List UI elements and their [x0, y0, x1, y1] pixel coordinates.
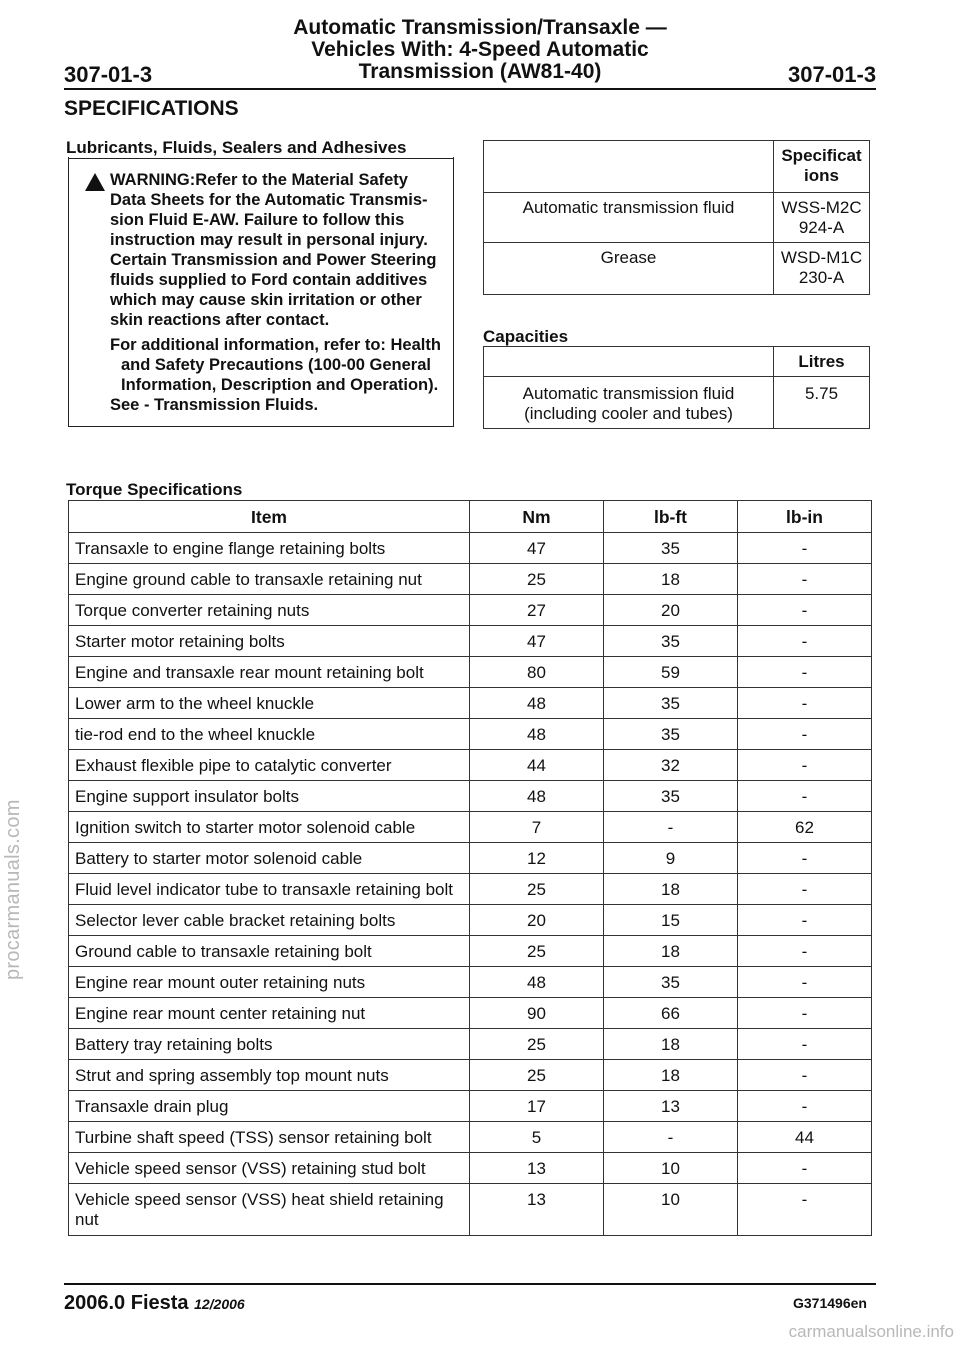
row-lbin: - [738, 843, 872, 874]
cap-row-value: 5.75 [773, 376, 870, 429]
cap-row-name [483, 376, 774, 429]
row-nm: 25 [470, 1029, 604, 1060]
watermark-bottom: carmanualsonline.info [788, 1322, 954, 1341]
lub-row-1-spec-line1: WSD-M1C [780, 248, 863, 267]
row-nm: 48 [470, 967, 604, 998]
row-nm: 25 [470, 874, 604, 905]
row-lbin: - [738, 936, 872, 967]
row-nm: 90 [470, 998, 604, 1029]
row-nm: 27 [470, 595, 604, 626]
row-lbin: - [738, 533, 872, 564]
table-row [69, 1091, 872, 1122]
row-item: Selector lever cable bracket retaining bolts [69, 905, 470, 936]
footer-date: 12/2006 [194, 1296, 245, 1312]
row-item: Lower arm to the wheel knuckle [69, 688, 470, 719]
row-lbft: 32 [604, 750, 738, 781]
footer-rule [64, 1283, 876, 1285]
row-lbin: - [738, 595, 872, 626]
row-lbin: - [738, 1153, 872, 1184]
row-item: Turbine shaft speed (TSS) sensor retaining bolt [69, 1122, 470, 1153]
footer-code: G371496en [793, 1295, 867, 1311]
row-nm: 48 [470, 781, 604, 812]
table-row [69, 1153, 872, 1184]
row-nm: 5 [470, 1122, 604, 1153]
lub-row-0-spec-line2: 924-A [798, 218, 845, 237]
header-title-line3: Transmission (AW81-40) [358, 60, 602, 83]
table-row [69, 533, 872, 564]
watermark-left: procarmanuals.com [2, 799, 24, 980]
row-lbin: - [738, 564, 872, 595]
row-nm: 25 [470, 564, 604, 595]
table-row [69, 874, 872, 905]
lub-row-0-spec [773, 192, 870, 243]
table-row [69, 905, 872, 936]
row-lbin: - [738, 905, 872, 936]
row-lbft: 20 [604, 595, 738, 626]
table-row [69, 626, 872, 657]
row-item: Transaxle to engine flange retaining bolts [69, 533, 470, 564]
row-lbin: - [738, 874, 872, 905]
cap-row-name-line1: Automatic transmission fluid [522, 384, 735, 403]
col-item: Item [69, 501, 470, 533]
row-item: Ground cable to transaxle retaining bolt [69, 936, 470, 967]
row-lbft: 66 [604, 998, 738, 1029]
table-row [69, 688, 872, 719]
table-row [69, 750, 872, 781]
info-line-3: Information, Description and Operation). [121, 376, 439, 394]
row-item: Exhaust flexible pipe to catalytic converter [69, 750, 470, 781]
row-item: Vehicle speed sensor (VSS) heat shield retaining nut [69, 1184, 470, 1236]
cap-header: Litres [773, 346, 870, 377]
info-line-2: and Safety Precautions (100-00 General [121, 356, 431, 374]
row-lbin: 62 [738, 812, 872, 843]
lub-table-header-blank [483, 140, 774, 193]
footer-model: 2006.0 Fiesta [64, 1292, 189, 1314]
row-lbft: 35 [604, 967, 738, 998]
row-nm: 13 [470, 1184, 604, 1236]
table-row [69, 936, 872, 967]
lub-header-line1: Specificat [781, 146, 862, 165]
row-item: Torque converter retaining nuts [69, 595, 470, 626]
warning-line-4: instruction may result in personal injury. [110, 231, 428, 249]
row-lbin: - [738, 750, 872, 781]
row-item: Ignition switch to starter motor solenoid cable [69, 812, 470, 843]
page-code-left: 307-01-3 [64, 62, 153, 87]
lubricants-heading: Lubricants, Fluids, Sealers and Adhesives [66, 138, 407, 157]
lub-row-1-name: Grease [483, 242, 774, 295]
lub-row-1-spec-line2: 230-A [798, 268, 845, 287]
lub-row-0-name: Automatic transmission fluid [483, 192, 774, 243]
row-nm: 13 [470, 1153, 604, 1184]
info-line-1: For additional information, refer to: Health [110, 336, 441, 354]
table-row [69, 719, 872, 750]
row-lbft: 15 [604, 905, 738, 936]
row-nm: 17 [470, 1091, 604, 1122]
lub-row-1-spec [773, 242, 870, 295]
row-item: Engine rear mount outer retaining nuts [69, 967, 470, 998]
row-nm: 44 [470, 750, 604, 781]
row-item: Starter motor retaining bolts [69, 626, 470, 657]
capacities-heading: Capacities [483, 327, 569, 346]
warning-line-8: skin reactions after contact. [110, 311, 330, 329]
row-lbin: - [738, 1184, 872, 1236]
warning-triangle-icon [84, 172, 106, 192]
row-lbft: 13 [604, 1091, 738, 1122]
cap-row-name-line2: (including cooler and tubes) [524, 404, 733, 423]
row-lbft: 35 [604, 626, 738, 657]
row-nm: 20 [470, 905, 604, 936]
col-nm: Nm [470, 501, 604, 533]
row-lbft: 35 [604, 688, 738, 719]
table-row [69, 812, 872, 843]
row-lbft: 10 [604, 1153, 738, 1184]
row-nm: 47 [470, 533, 604, 564]
row-lbin: - [738, 1029, 872, 1060]
row-nm: 25 [470, 1060, 604, 1091]
row-lbft: 35 [604, 533, 738, 564]
table-row [69, 1029, 872, 1060]
row-lbin: - [738, 626, 872, 657]
row-nm: 47 [470, 626, 604, 657]
row-item: Engine and transaxle rear mount retaining bolt [69, 657, 470, 688]
row-lbft: 35 [604, 781, 738, 812]
warning-line-7: which may cause skin irritation or other [110, 291, 422, 309]
row-lbft: 18 [604, 564, 738, 595]
info-line-4: See - Transmission Fluids. [110, 396, 319, 414]
row-lbft: 18 [604, 874, 738, 905]
lub-row-0-spec-line1: WSS-M2C [781, 198, 862, 217]
table-row [69, 967, 872, 998]
row-lbin: - [738, 967, 872, 998]
warning-line-5: Certain Transmission and Power Steering [110, 251, 437, 269]
table-row [69, 1184, 872, 1236]
row-item: Vehicle speed sensor (VSS) retaining stud bolt [69, 1153, 470, 1184]
page-code-right: 307-01-3 [788, 62, 877, 87]
row-item: Strut and spring assembly top mount nuts [69, 1060, 470, 1091]
lub-table-header [773, 140, 870, 193]
row-nm: 48 [470, 688, 604, 719]
row-lbft: 9 [604, 843, 738, 874]
row-lbin: - [738, 657, 872, 688]
row-lbin: - [738, 1060, 872, 1091]
header-rule [64, 88, 876, 90]
torque-table [68, 500, 872, 1236]
row-item: Battery to starter motor solenoid cable [69, 843, 470, 874]
row-lbft: 59 [604, 657, 738, 688]
row-lbin: 44 [738, 1122, 872, 1153]
warning-line-3: sion Fluid E-AW. Failure to follow this [110, 211, 405, 229]
row-item: Transaxle drain plug [69, 1091, 470, 1122]
row-lbft: 18 [604, 1029, 738, 1060]
row-lbin: - [738, 781, 872, 812]
row-lbft: 18 [604, 1060, 738, 1091]
lub-header-line2: ions [804, 166, 839, 185]
footer-model-block [64, 1292, 245, 1315]
col-lbin: lb-in [738, 501, 872, 533]
table-row [69, 564, 872, 595]
torque-header-row [69, 501, 872, 533]
row-lbft: 35 [604, 719, 738, 750]
table-row [69, 1060, 872, 1091]
row-item: Engine support insulator bolts [69, 781, 470, 812]
row-item: Engine rear mount center retaining nut [69, 998, 470, 1029]
row-nm: 80 [470, 657, 604, 688]
row-item: tie-rod end to the wheel knuckle [69, 719, 470, 750]
table-row [69, 843, 872, 874]
col-lbft: lb-ft [604, 501, 738, 533]
row-lbin: - [738, 1091, 872, 1122]
row-nm: 25 [470, 936, 604, 967]
row-item: Engine ground cable to transaxle retaining nut [69, 564, 470, 595]
warning-line-2: Data Sheets for the Automatic Transmis- [110, 191, 428, 209]
row-lbin: - [738, 998, 872, 1029]
row-lbft: - [604, 812, 738, 843]
table-row [69, 1122, 872, 1153]
table-row [69, 595, 872, 626]
row-lbin: - [738, 688, 872, 719]
table-row [69, 657, 872, 688]
section-title: SPECIFICATIONS [64, 97, 239, 120]
row-nm: 7 [470, 812, 604, 843]
warning-line-6: fluids supplied to Ford contain additives [110, 271, 428, 289]
table-row [69, 998, 872, 1029]
row-item: Fluid level indicator tube to transaxle retaining bolt [69, 874, 470, 905]
row-item: Battery tray retaining bolts [69, 1029, 470, 1060]
warning-line-1: WARNING:Refer to the Material Safety [110, 171, 408, 189]
torque-heading: Torque Specifications [66, 480, 243, 499]
row-nm: 12 [470, 843, 604, 874]
table-row [69, 781, 872, 812]
cap-header-blank [483, 346, 774, 377]
header-title-line2: Vehicles With: 4-Speed Automatic [311, 38, 649, 61]
header-title-line1: Automatic Transmission/Transaxle — [293, 16, 667, 39]
row-nm: 48 [470, 719, 604, 750]
row-lbft: 10 [604, 1184, 738, 1236]
row-lbft: 18 [604, 936, 738, 967]
row-lbft: - [604, 1122, 738, 1153]
row-lbin: - [738, 719, 872, 750]
